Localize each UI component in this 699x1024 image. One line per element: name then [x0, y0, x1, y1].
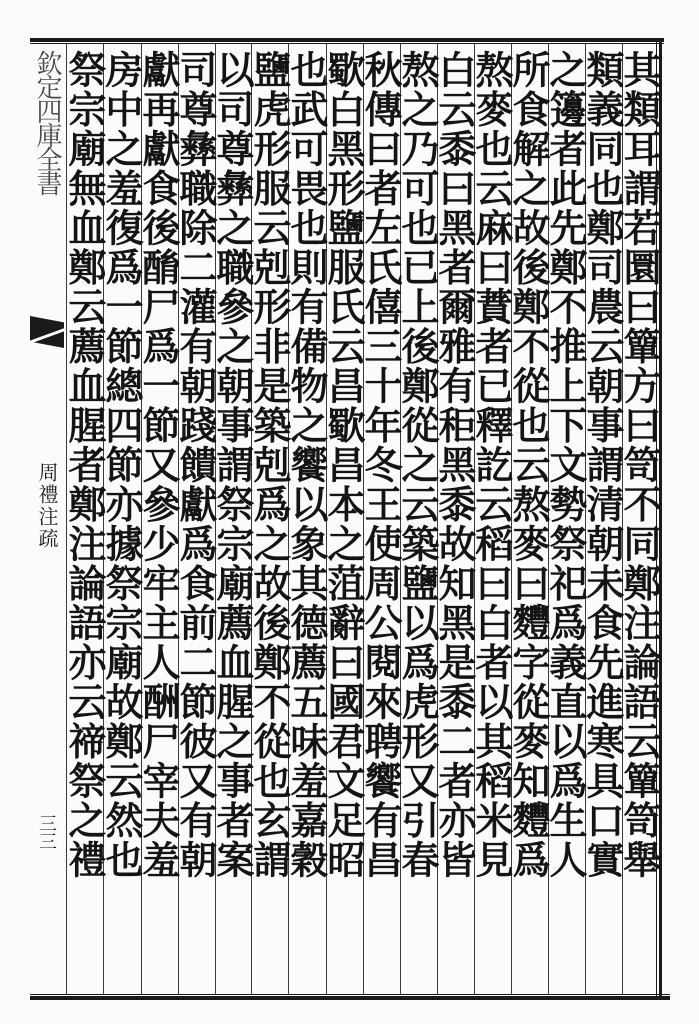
- text-column-8: 秋傳曰者左氏僖三十年冬王使周公閱來聘饗有昌: [358, 50, 403, 880]
- text-column-3: 之籩者此先鄭不推上下文勢祭祀爲義直以爲生人: [543, 50, 588, 880]
- text-column-10: 也武可畏也則有備物之饗以象其德薦五味羞嘉穀: [284, 50, 329, 880]
- text-column-9: 歜白黑形鹽服氏云昌歜昌本之菹辭曰國君文足昭: [321, 50, 366, 880]
- frame-top-rule: [30, 38, 664, 44]
- text-column-1: 其類耳謂若圜曰簞方曰笥不同鄭注論語云簞笥舉: [617, 50, 662, 880]
- text-column-15: 房中之羞復爲一節總四節亦據祭宗廟故鄭云然也: [99, 50, 144, 880]
- text-column-16: 祭宗廟無血鄭云薦血腥者鄭注論語亦云禘祭之禮: [62, 50, 107, 880]
- page-number: 三三: [36, 814, 57, 850]
- text-column-11: 鹽虎形服云剋形非是築剋爲之故後鄭不從也玄謂: [247, 50, 292, 880]
- text-column-13: 司尊彝職除二灌有朝踐饋獻爲食前二節彼又有朝: [173, 50, 218, 880]
- fish-tail-ornament: [30, 316, 64, 348]
- book-title: 周禮注疏: [35, 462, 59, 550]
- text-column-7: 熬之乃可也已上後鄭從之云築鹽以爲虎形又引春: [395, 50, 440, 880]
- text-column-14: 獻再獻食後酳尸爲一節又參少牢主人酬尸宰夫羞: [136, 50, 181, 880]
- text-column-12: 以司尊彝之職參之朝事謂祭宗廟薦血腥之事者案: [210, 50, 255, 880]
- text-column-4: 所食解之故後鄭不從也云熬麥曰麷字從麥知麷爲: [506, 50, 551, 880]
- frame-bottom-rule: [30, 994, 670, 1000]
- text-column-6: 白云黍曰黑者爾雅有秬黑黍故知黑是黍二者亦皆: [432, 50, 477, 880]
- text-column-2: 類義同也鄭司農云朝事謂清朝未食先進寒具口實: [580, 50, 625, 880]
- series-title: 欽定四庫全書: [32, 50, 62, 194]
- text-column-5: 熬麥也云麻曰蕡者已釋訖云稻曰白者以其稻米見: [469, 50, 514, 880]
